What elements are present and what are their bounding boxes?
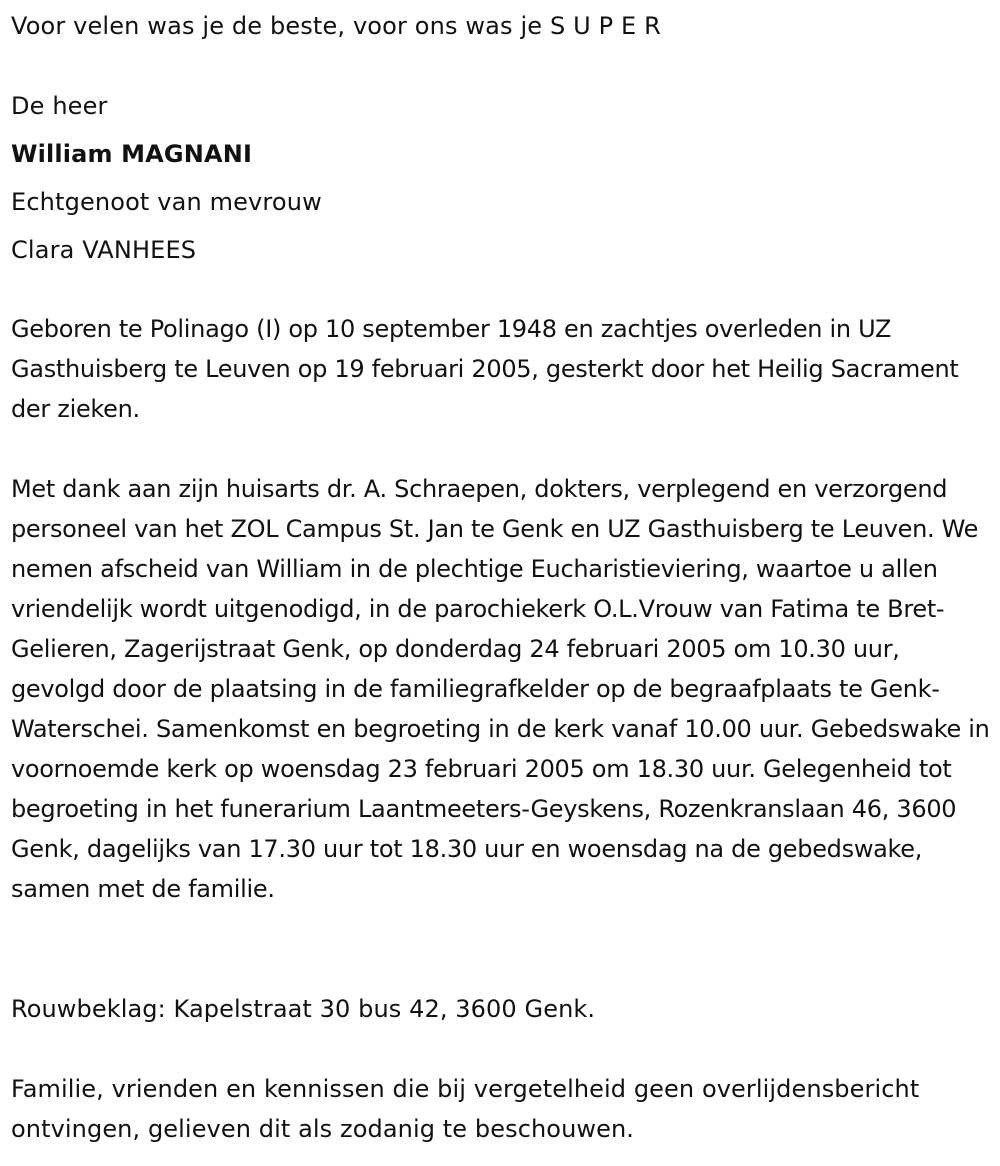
birth-death-paragraph: Geboren te Polinago (I) op 10 september 1948 en zachtjes overleden in UZ Gasthuisberg te Leuven op 19 februari 2005, gesterkt door het Heilig Sacrament der zieken. [11, 315, 959, 423]
relation-text: Echtgenoot van mevrouw [11, 188, 322, 216]
deceased-name: William MAGNANI [11, 140, 253, 168]
tagline: Voor velen was je de beste, voor ons was je S U P E R [11, 12, 661, 40]
condolences-address: Rouwbeklag: Kapelstraat 30 bus 42, 3600 Genk. [11, 995, 596, 1023]
notice-paragraph: Familie, vrienden en kennissen die bij vergetelheid geen overlijdensbericht ontvingen, gelieven dit als zodanig te beschouwen. [11, 1075, 920, 1143]
spouse-name: Clara VANHEES [11, 236, 197, 264]
ceremony-paragraph: Met dank aan zijn huisarts dr. A. Schraepen, dokters, verplegend en verzorgend personeel van het ZOL Campus St. Jan te Genk en UZ Gasthuisberg te Leuven. We nemen afscheid van William in de plechtige Eucharistieviering, waartoe u allen vriendelijk wordt uitgenodigd, in de parochiekerk O.L.Vrouw van Fatima te Bret-Gelieren, Zagerijstraat Genk, op donderdag 24 februari 2005 om 10.30 uur, gevolgd door de plaatsing in de familiegrafkelder op de begraafplaats te Genk-Waterschei. Samenkomst en begroeting in de kerk vanaf 10.00 uur. Gebedswake in voornoemde kerk op woensdag 23 februari 2005 om 18.30 uur. Gelegenheid tot begroeting in het funerarium Laantmeeters-Geyskens, Rozenkranslaan 46, 3600 Genk, dagelijks van 17.30 uur tot 18.30 uur en woensdag na de gebedswake, samen met de familie. [11, 475, 990, 903]
salutation: De heer [11, 92, 108, 120]
